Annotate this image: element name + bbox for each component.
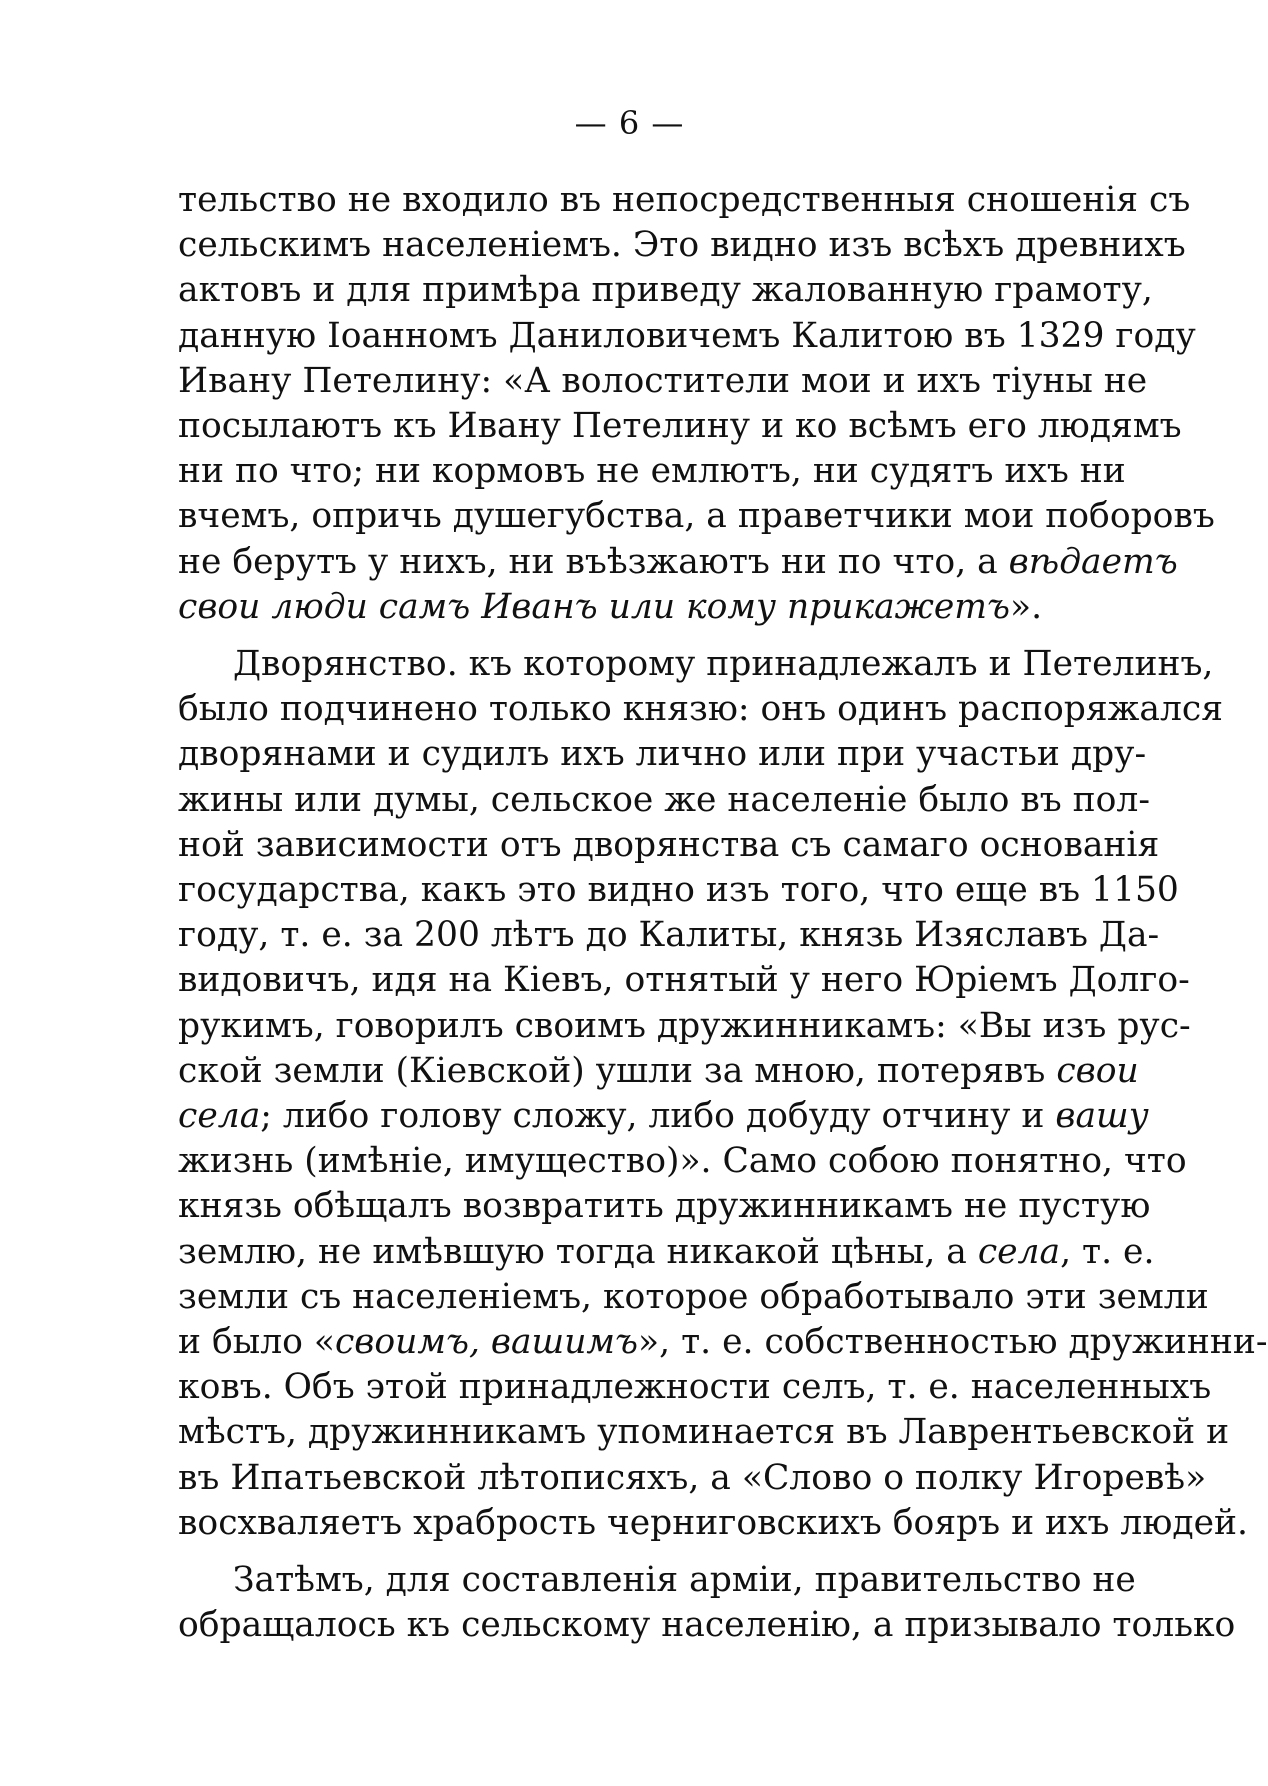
text-line: вчемъ, опричь душегубства, а праветчики мои поборовъ [178,496,1215,537]
text-line: не берутъ у нихъ, ни въѣзжаютъ ни по что, а вѣдаетъ [178,541,1178,582]
text-line: видовичъ, идя на Кіевъ, отнятый у него Юріемъ Долго- [178,960,1190,1001]
italic-text: своu люди самъ Иванъ или кому прикажетъ [178,586,1010,627]
text-line: Затѣмъ, для составленія арміи, правительство не [233,1560,1136,1601]
text-line: восхваляетъ храбрость черниговскихъ бояръ и ихъ людей. [178,1502,1248,1543]
text-line: данную Іоанномъ Даниловичемъ Калитою въ 1329 году [178,315,1196,356]
text-line: ни по что; ни кормовъ не емлютъ, ни судятъ ихъ ни [178,451,1126,492]
text-line: Ивану Петелину: «А волостители мои и ихъ тіуны не [178,360,1148,401]
text-line: села; либо голову сложу, либо добуду отчину и вашу [178,1096,1149,1137]
text-line: ковъ. Объ этой принадлежности селъ, т. е. населенныхъ [178,1367,1212,1408]
text-line: ской земли (Кіевской) ушли за мною, потерявъ свои [178,1050,1139,1091]
italic-text: села [178,1096,261,1137]
italic-text: вѣдаетъ [1008,541,1178,582]
text-line: было подчинено только князю: онъ одинъ распоряжался [178,689,1223,730]
text-line: жины или думы, сельское же населеніе было въ пол- [178,779,1150,820]
text-line: рукимъ, говорилъ своимъ дружинникамъ: «Вы изъ рус- [178,1005,1191,1046]
text-line: обращалось къ сельскому населенію, а призывало только [178,1605,1236,1646]
text-line: земли съ населеніемъ, которое обработывало эти земли [178,1276,1209,1317]
text-line: своu люди самъ Иванъ или кому прикажетъ». [178,586,1043,627]
text-line: князь обѣщалъ возвратить дружинникамъ не пустую [178,1186,1151,1227]
text-line: году, т. е. за 200 лѣтъ до Калиты, князь Изяславъ Да- [178,915,1160,956]
italic-text: села [977,1231,1061,1272]
text-line: государства, какъ это видно изъ того, что еще въ 1150 [178,870,1179,911]
text-line: сельскимъ населеніемъ. Это видно изъ всѣхъ древнихъ [178,225,1186,266]
text-line: и было «своимъ, вашимъ», т. е. собственностью дружинни- [178,1322,1268,1363]
text-line: актовъ и для примѣра приведу жалованную грамоту, [178,270,1153,311]
page-number: — 6 — [574,104,685,142]
italic-text: вашу [1055,1096,1149,1137]
text-line: Дворянство. къ которому принадлежалъ и Петелинъ, [233,644,1214,685]
text-line: дворянами и судилъ ихъ лично или при участьи дру- [178,734,1147,775]
text-line: тельство не входило въ непосредственныя сношенія съ [178,180,1191,220]
text-line: жизнь (имѣніе, имущество)». Само собою понятно, что [178,1141,1187,1182]
body-text [178,178,1268,1649]
italic-text: свои [1056,1050,1139,1091]
text-line: землю, не имѣвшую тогда никакой цѣны, а села, т. е. [178,1231,1155,1272]
text-line: посылаютъ къ Ивану Петелину и ко всѣмъ его людямъ [178,406,1182,447]
text-line: мѣстъ, дружинникамъ упоминается въ Лаврентьевской и [178,1412,1230,1453]
italic-text: своимъ, вашимъ [334,1322,639,1363]
text-line: ной зависимости отъ дворянства съ самаго основанія [178,824,1160,865]
text-line: въ Ипатьевской лѣтописяхъ, а «Слово о полку Игоревѣ» [178,1457,1207,1498]
